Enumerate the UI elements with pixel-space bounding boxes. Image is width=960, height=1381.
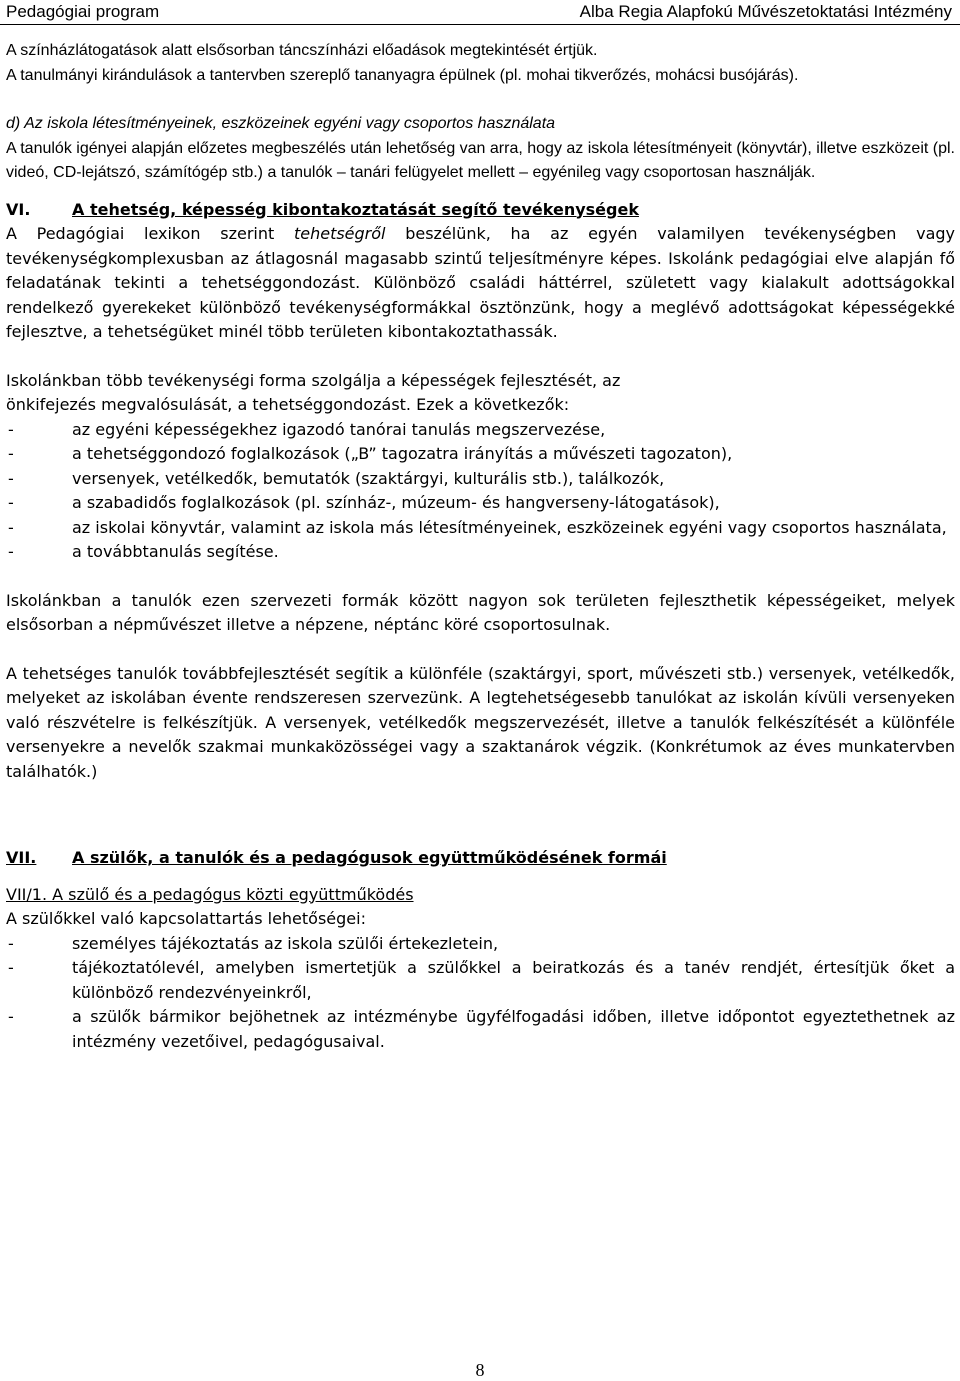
section-d-body: A tanulók igényei alapján előzetes megbeszélés után lehetőség van arra, hogy az iskola létesítményeit (könyvtár), illetve eszközeit (pl. videó, CD-lejátszó, számítógép stb.) a tanulók – tanári felügyelet mellett – egyénileg vagy csoportosan használják. xyxy=(6,139,955,181)
list-item: - a szülők bármikor bejöhetnek az intézménybe ügyfélfogadási időben, illetve időpontot egyeztethetnek az intézmény vezetőivel, pedagógusaival. xyxy=(6,1005,955,1054)
section-vi-forms-list xyxy=(6,418,955,565)
page-content xyxy=(6,39,955,1054)
list-item: - személyes tájékoztatás az iskola szülői értekezletein, xyxy=(6,932,955,957)
intro-paragraph-theatre: A színházlátogatások alatt elsősorban táncszínházi előadások megtekintését értjük. xyxy=(6,42,598,59)
header-program-title: Pedagógiai program xyxy=(6,2,160,21)
intro-paragraph-excursions: A tanulmányi kirándulások a tantervben szereplő tananyagra épülnek (pl. mohai tikverőzés, mohácsi busójárás). xyxy=(6,66,799,84)
section-vi-number: VI. xyxy=(6,199,31,219)
section-vii-contact-list xyxy=(6,932,955,1055)
list-item: - az egyéni képességekhez igazodó tanórai tanulás megszervezése, xyxy=(6,418,955,443)
list-item: - a továbbtanulás segítése. xyxy=(6,540,955,565)
section-vii-heading xyxy=(6,846,955,871)
list-item: - az iskolai könyvtár, valamint az iskola más létesítményeinek, eszközeinek egyéni vagy csoportos használata, xyxy=(6,516,955,541)
section-d xyxy=(6,112,955,186)
section-vi-heading xyxy=(6,198,955,223)
section-vi xyxy=(6,198,955,785)
list-item: - versenyek, vetélkedők, bemutatók (szaktárgyi, kulturális stb.), találkozók, xyxy=(6,467,955,492)
list-item: - a szabadidős foglalkozások (pl. színház-, múzeum- és hangverseny-látogatások), xyxy=(6,491,955,516)
talent-text-start: A Pedagógiai lexikon szerint xyxy=(6,224,294,243)
intro-block xyxy=(6,39,955,88)
section-vi-paragraph-competitions: A tehetséges tanulók továbbfejlesztését segítik a különféle (szaktárgyi, sport, művészeti stb.) versenyek, vetélkedők, melyeket az iskolában évente rendszeresen szervezünk. A legtehetségesebb tanulókat az iskolán kívüli versenyeken való részvételre is felkészítjük. A versenyek, vetélkedők megszervezését, illetve a tanulók felkészítését a különféle versenyekre a nevelők szakmai munkaközösségei vagy a szaktanárok végzik. (Konkrétumok az éves munkatervben találhatók.) xyxy=(6,663,955,781)
section-d-title: d) Az iskola létesítményeinek, eszközeinek egyéni vagy csoportos használata xyxy=(6,115,556,132)
list-item: - a tehetséggondozó foglalkozások („B” tagozatra irányítás a művészeti tagozaton), xyxy=(6,442,955,467)
header-institution-name: Alba Regia Alapfokú Művészetoktatási Intézmény xyxy=(579,2,952,21)
section-vii xyxy=(6,846,955,1054)
section-vi-forms-line-1: Iskolánkban több tevékenységi forma szolgálja a képességek fejlesztését, az xyxy=(6,370,621,390)
page-number: 8 xyxy=(475,1360,485,1380)
section-vii-subtitle: VII/1. A szülő és a pedagógus közti együttműködés xyxy=(6,884,414,904)
section-vii-title: A szülők, a tanulók és a pedagógusok együttműködésének formái xyxy=(72,848,667,867)
page-header xyxy=(0,0,960,25)
section-vi-paragraph-folk: Iskolánkban a tanulók ezen szervezeti formák között nagyon sok területen fejleszthetik képességeiket, melyek elsősorban a népművészet illetve a népzene, néptánc köré csoportosulnak. xyxy=(6,590,955,634)
section-vi-title: A tehetség, képesség kibontakoztatását segítő tevékenységek xyxy=(72,199,639,219)
talent-text-end: beszélünk, ha az egyén valamilyen tevékenységben vagy tevékenységkomplexusban az átlagosnál magasabb szintű teljesítményre képes. Iskolánk pedagógiai elve alapján fő feladatának tekinti a tehetséggondozást. Különböző családi háttérrel, született vagy kialakult adottságokkal rendelkező gyerekeket különböző tevékenységformákkal ösztönzünk, hogy a meglévő adottságokat képességekké fejlesztve, a tehetségüket minél több területen kibontakoztathassák. xyxy=(6,224,956,341)
section-vii-number: VII. xyxy=(6,848,37,867)
talent-emphasis: tehetségről xyxy=(293,224,386,243)
section-vi-forms-line-2: önkifejezés megvalósulását, a tehetséggondozást. Ezek a következők: xyxy=(6,395,570,414)
section-vi-paragraph-talent xyxy=(6,222,955,345)
section-vii-intro: A szülőkkel való kapcsolattartás lehetőségei: xyxy=(6,909,366,928)
list-item: - tájékoztatólevél, amelyben ismertetjük a szülőkkel a beiratkozás és a tanév rendjét, értesítjük őket a különböző rendezvényeinkről, xyxy=(6,956,955,1005)
